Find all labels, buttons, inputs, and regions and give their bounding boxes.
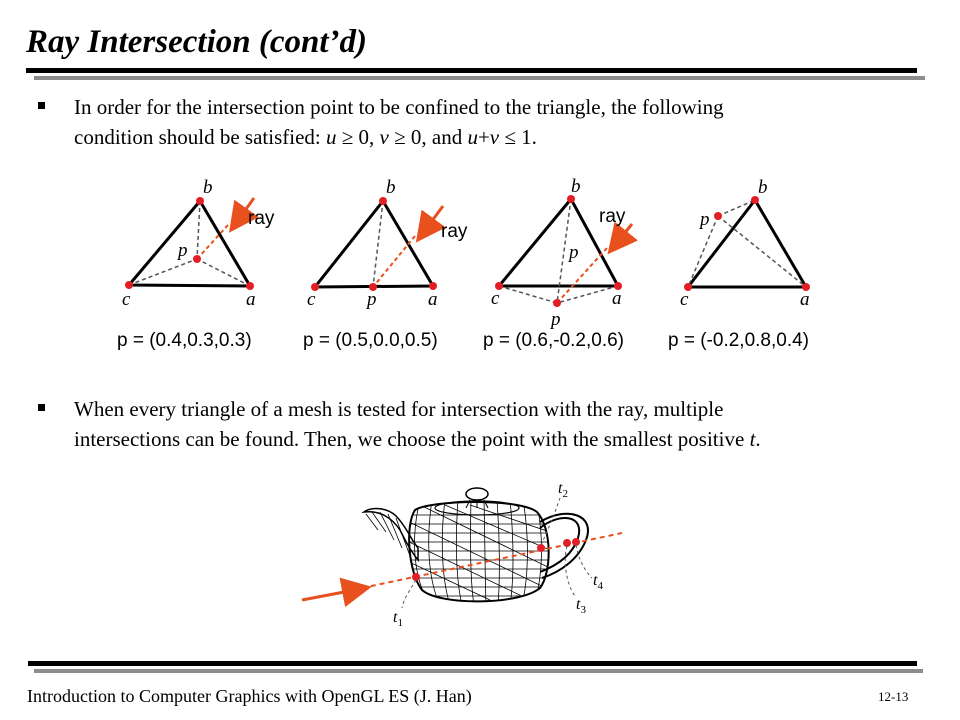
- bullet-line: When every triangle of a mesh is tested for intersection with the ray, multiple: [74, 397, 724, 421]
- vertex-label-b: b: [386, 177, 396, 198]
- caption-case-4: p = (-0.2,0.8,0.4): [668, 330, 809, 351]
- math-var: u: [325, 125, 337, 149]
- triangle-case-2: [307, 177, 468, 310]
- bullet-text: [74, 92, 954, 152]
- vertex-label-p: p: [569, 242, 579, 263]
- math-var: u: [467, 125, 478, 149]
- title-divider: [26, 68, 917, 73]
- teapot-ray-figure: [290, 470, 640, 630]
- ray-arrow: [302, 589, 360, 600]
- vertex-label-a: a: [800, 289, 810, 310]
- vertex-label-p: p: [178, 240, 188, 261]
- text-run: +: [477, 125, 490, 149]
- intersection-point: [553, 299, 561, 307]
- intersection-t2: [537, 544, 545, 552]
- text-run: ≥ 0, and: [388, 125, 468, 149]
- bullet-line: [74, 122, 954, 152]
- ray-label: ray: [248, 208, 275, 229]
- caption-case-3: p = (0.6,-0.2,0.6): [483, 330, 624, 351]
- vertex-label-a: a: [246, 289, 256, 310]
- math-var: t: [749, 427, 756, 451]
- footer-course-title: Introduction to Computer Graphics with OpenGL ES (J. Han): [27, 686, 472, 706]
- label-t3: $t_3$: [576, 596, 586, 616]
- math-var: v: [489, 125, 500, 149]
- vertex-label-a: a: [428, 289, 438, 310]
- text-run: ≤ 1.: [499, 125, 537, 149]
- vertex-label-b: b: [571, 176, 581, 197]
- text-run: intersections can be found. Then, we choose the point with the smallest positive: [74, 427, 750, 451]
- teapot-wireframe: [364, 488, 588, 605]
- vertex-label-c: c: [307, 289, 316, 310]
- bullet-square-icon: [38, 102, 45, 109]
- intersection-point: [714, 212, 722, 220]
- footer-divider-shadow: [34, 669, 923, 673]
- triangle-outline: [129, 201, 250, 286]
- vertex-label-b: b: [203, 177, 213, 198]
- vertex-label-p: p: [367, 289, 377, 310]
- page-number: 12-13: [878, 689, 909, 704]
- vertex-label-p: p: [700, 209, 710, 230]
- slide-title: Ray Intersection (cont’d): [26, 24, 367, 60]
- text-run: condition should be satisfied:: [74, 125, 326, 149]
- footer-divider: [28, 661, 917, 666]
- bullet-line: In order for the intersection point to be confined to the triangle, the following: [74, 95, 724, 119]
- title-divider-shadow: [34, 76, 925, 80]
- bullet-text: [74, 394, 954, 454]
- intersection-t4: [572, 538, 580, 546]
- vertex-label-p: p: [551, 309, 561, 330]
- label-t2: $t_2$: [558, 480, 568, 500]
- vertex-label-c: c: [122, 289, 131, 310]
- vertex-label-a: a: [612, 288, 622, 309]
- label-t1: $t_1$: [393, 609, 403, 629]
- bullet-square-icon: [38, 404, 45, 411]
- ray-path: [362, 533, 622, 588]
- caption-case-2: p = (0.5,0.0,0.5): [303, 330, 438, 351]
- label-t4: $t_4$: [593, 572, 603, 592]
- intersection-point: [193, 255, 201, 263]
- caption-case-1: p = (0.4,0.3,0.3): [117, 330, 252, 351]
- ray-label: ray: [441, 221, 468, 242]
- ray-arrow: [615, 224, 632, 245]
- vertex-label-c: c: [680, 289, 689, 310]
- text-run: ≥ 0,: [336, 125, 380, 149]
- vertex-label-b: b: [758, 177, 768, 198]
- ray-arrow: [423, 206, 443, 233]
- triangle-case-4: [680, 177, 810, 310]
- vertex-label-c: c: [491, 288, 500, 309]
- text-run: .: [755, 427, 761, 451]
- triangle-case-1: [122, 177, 275, 310]
- intersection-t3: [563, 539, 571, 547]
- intersection-t1: [412, 573, 420, 581]
- barycentric-triangles-figure: [100, 170, 840, 360]
- ray-label: ray: [599, 206, 626, 227]
- triangle-case-3: [491, 176, 632, 330]
- bullet-line: [74, 424, 954, 454]
- math-var: v: [379, 125, 389, 149]
